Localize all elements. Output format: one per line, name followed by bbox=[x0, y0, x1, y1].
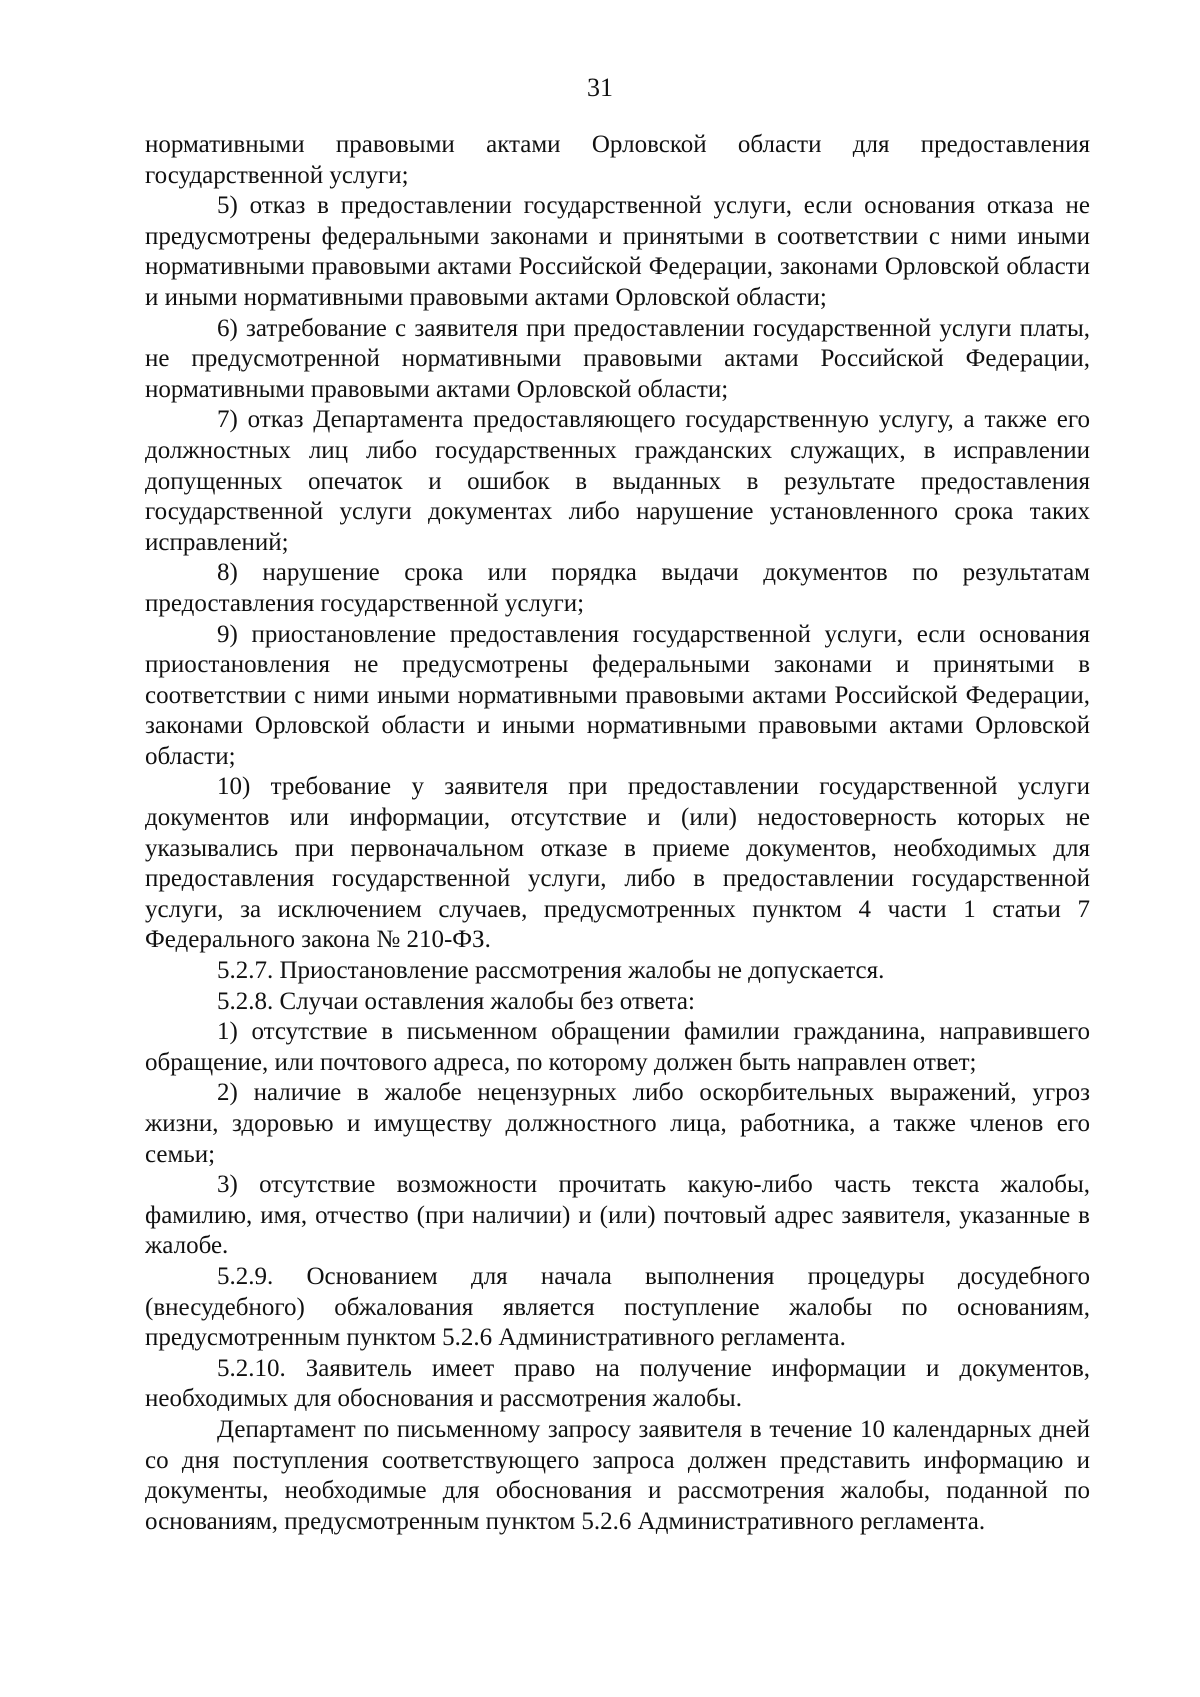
paragraph-item-6: 6) затребование с заявителя при предоставлении государственной услуги платы, не предусмотренной нормативными правовыми актами Российской Федерации, нормативными правовыми актами Орловской области; bbox=[145, 314, 1090, 403]
paragraph-item-8: 8) нарушение срока или порядка выдачи документов по результатам предоставления государственной услуги; bbox=[145, 559, 1090, 617]
paragraph-5-2-7: 5.2.7. Приостановление рассмотрения жалобы не допускается. bbox=[217, 957, 885, 985]
paragraph-item-7: 7) отказ Департамента предоставляющего государственную услугу, а также его должностных лиц либо государственных гражданских служащих, в исправлении допущенных опечаток и ошибок в выданных в результате предоставления государственной услуги документах либо нарушение установленного срока таких исправлений; bbox=[145, 406, 1090, 556]
paragraph-item-5: 5) отказ в предоставлении государственной услуги, если основания отказа не предусмотрены федеральными законами и принятыми в соответствии с ними иными нормативными правовыми актами Российской Федерации, законами Орловской области и иными нормативными правовыми актами Орловской области; bbox=[145, 192, 1090, 311]
paragraph-continuation: нормативными правовыми актами Орловской области для предоставления государственной услуги; bbox=[145, 131, 1090, 189]
paragraph-5-2-8-item-2: 2) наличие в жалобе нецензурных либо оскорбительных выражений, угроз жизни, здоровью и имуществу должностного лица, работника, а также членов его семьи; bbox=[145, 1079, 1090, 1168]
paragraph-5-2-10: 5.2.10. Заявитель имеет право на получение информации и документов, необходимых для обоснования и рассмотрения жалобы. bbox=[145, 1354, 1090, 1413]
page-number: 31 bbox=[587, 73, 613, 102]
paragraph-5-2-8-item-3: 3) отсутствие возможности прочитать какую-либо часть текста жалобы, фамилию, имя, отчество (при наличии) и (или) почтовый адрес заявителя, указанные в жалобе. bbox=[145, 1171, 1090, 1260]
paragraph-5-2-8: 5.2.8. Случаи оставления жалобы без ответа: bbox=[217, 987, 695, 1015]
paragraph-item-10: 10) требование у заявителя при предоставлении государственной услуги документов или информации, отсутствие и (или) недостоверность которых не указывались при первоначальном отказе в приеме документов, необходимых для предоставления государственной услуги, либо в предоставлении государственной услуги, за исключением случаев, предусмотренных пунктом 4 части 1 статьи 7 Федерального закона № 210-ФЗ. bbox=[145, 773, 1090, 954]
paragraph-department-request: Департамент по письменному запросу заявителя в течение 10 календарных дней со дня поступления соответствующего запроса должен представить информацию и документы, необходимые для обоснования и рассмотрения жалобы, поданной по основаниям, предусмотренным пунктом 5.2.6 Административного регламента. bbox=[145, 1415, 1090, 1535]
paragraph-item-9: 9) приостановление предоставления государственной услуги, если основания приостановления не предусмотрены федеральными законами и принятыми в соответствии с ними иными нормативными правовыми актами Российской Федерации, законами Орловской области и иными нормативными правовыми актами Орловской области; bbox=[145, 620, 1090, 770]
document-body bbox=[145, 130, 1090, 1537]
paragraph-5-2-9: 5.2.9. Основанием для начала выполнения процедуры досудебного (внесудебного) обжалования является поступление жалобы по основаниям, предусмотренным пунктом 5.2.6 Административного регламента. bbox=[145, 1262, 1090, 1352]
paragraph-5-2-8-item-1: 1) отсутствие в письменном обращении фамилии гражданина, направившего обращение, или почтового адреса, по которому должен быть направлен ответ; bbox=[145, 1018, 1090, 1076]
